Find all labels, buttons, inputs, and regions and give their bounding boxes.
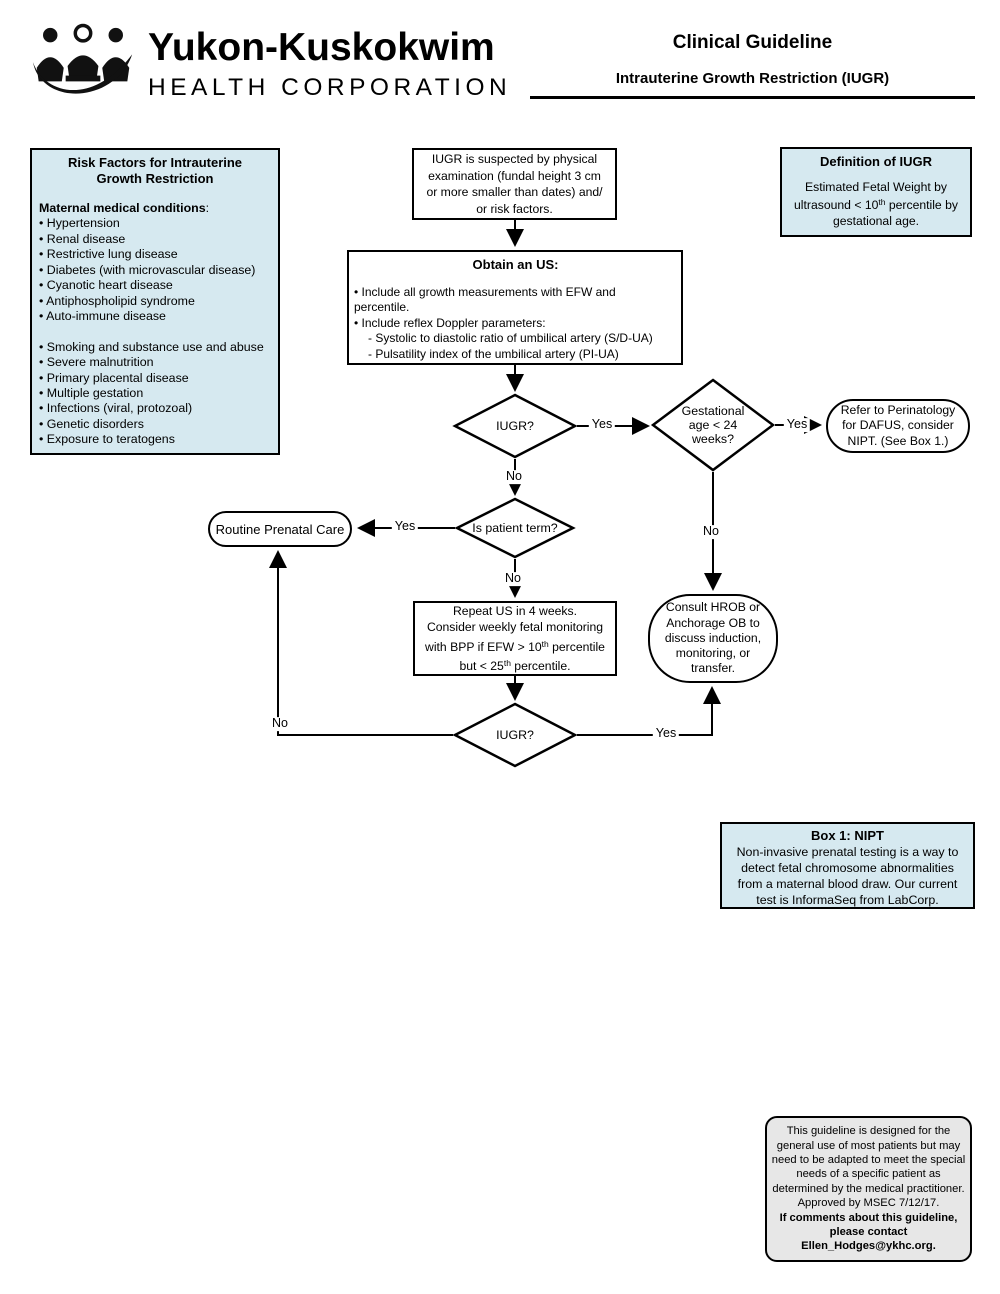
consult-line: transfer. xyxy=(690,661,736,676)
edge-label-iugr2-no: No xyxy=(269,717,291,731)
definition-of-iugr-box xyxy=(780,147,972,237)
org-subname: HEALTH CORPORATION xyxy=(148,74,512,101)
edge-label-iugr1-no: No xyxy=(503,470,525,484)
obtain-sub-bullet: - Pulsatility index of the umbilical artery (PI-UA) xyxy=(368,346,619,361)
nipt-info-box xyxy=(720,822,975,909)
edge-label-iugr1-yes: Yes xyxy=(589,418,615,432)
edge-label-term-yes: Yes xyxy=(392,520,418,534)
obtain-sub-bullet: - Systolic to diastolic ratio of umbilical artery (S/D-UA) xyxy=(368,331,653,345)
refer-line: NIPT. (See Box 1.) xyxy=(847,433,949,448)
disclaimer-line: This guideline is designed for the xyxy=(786,1125,951,1138)
disclaimer-line: determined by the medical practitioner. xyxy=(772,1182,965,1195)
risk-subtitle-colon: : xyxy=(205,201,210,215)
disclaimer-line: needs of a specific patient as xyxy=(796,1168,941,1181)
diamond-gestational-age-label xyxy=(682,404,745,446)
risk-title-line1: Risk Factors for Intrauterine xyxy=(67,155,243,170)
edge-label-gest-no: No xyxy=(700,525,722,539)
definition-line2-sup: th xyxy=(878,197,886,207)
arrow-iugr2-to-consult xyxy=(577,689,712,735)
consult-line: discuss induction, xyxy=(664,630,762,645)
risk-item: • Diabetes (with microvascular disease) xyxy=(39,262,256,277)
nipt-title: Box 1: NIPT xyxy=(811,828,884,843)
disclaimer-contact-email: Ellen_Hodges@ykhc.org. xyxy=(801,1240,936,1253)
gest-line: Gestational xyxy=(681,404,745,418)
repeat-line4-post: percentile. xyxy=(510,659,571,673)
obtain-bullet: • Include all growth measurements with EFW and xyxy=(354,284,616,299)
repeat-line3-post: percentile xyxy=(548,639,605,654)
disclaimer-line: need to be adapted to meet the special xyxy=(771,1153,966,1166)
obtain-bullet: • Include reflex Doppler parameters: xyxy=(354,315,546,330)
repeat-line4-sup: th xyxy=(503,658,511,668)
gest-line: age < 24 xyxy=(688,418,738,432)
definition-title: Definition of IUGR xyxy=(820,154,932,169)
repeat-us-box xyxy=(413,601,617,676)
obtain-us-box xyxy=(347,250,683,365)
obtain-bullet-cont: percentile. xyxy=(354,300,410,314)
consult-line: monitoring, or xyxy=(675,646,751,661)
doc-title: Intrauterine Growth Restriction (IUGR) xyxy=(615,70,890,87)
risk-factors-box xyxy=(30,148,280,455)
diamond-iugr2-label: IUGR? xyxy=(496,728,534,742)
suspect-line: examination (fundal height 3 cm xyxy=(428,168,601,183)
risk-item: • Primary placental disease xyxy=(39,370,189,385)
risk-subtitle xyxy=(39,201,271,216)
consult-line: Consult HROB or xyxy=(665,600,761,615)
risk-item: • Severe malnutrition xyxy=(39,355,154,370)
refer-perinatology-node xyxy=(826,399,970,453)
edge-label-iugr2-yes: Yes xyxy=(653,727,679,741)
nipt-line: detect fetal chromosome abnormalities xyxy=(741,861,954,875)
risk-item: • Cyanotic heart disease xyxy=(39,278,173,293)
diamond-iugr1-label: IUGR? xyxy=(496,419,534,433)
doc-type-heading: Clinical Guideline xyxy=(672,32,833,53)
suspect-line: or risk factors. xyxy=(476,201,553,216)
org-name: Yukon-Kuskokwim xyxy=(148,26,495,69)
gest-line: weeks? xyxy=(691,432,734,446)
definition-line2-pre: ultrasound < 10 xyxy=(794,198,879,212)
risk-item: • Infections (viral, protozoal) xyxy=(39,401,193,416)
nipt-line: Non-invasive prenatal testing is a way to xyxy=(736,845,959,859)
definition-line xyxy=(782,195,970,214)
risk-item: • Antiphospholipid syndrome xyxy=(39,293,195,308)
repeat-line xyxy=(425,636,605,656)
disclaimer-contact-line: please contact xyxy=(829,1226,908,1239)
iugr-suspected-box xyxy=(412,148,617,220)
routine-label: Routine Prenatal Care xyxy=(215,521,345,537)
consult-line: Anchorage OB to xyxy=(666,615,760,630)
disclaimer-contact-line: If comments about this guideline, xyxy=(779,1211,958,1224)
nipt-line: test is InformaSeq from LabCorp. xyxy=(756,893,939,907)
definition-line: Estimated Fetal Weight by xyxy=(804,179,948,194)
edge-label-gest-yes: Yes xyxy=(784,418,810,432)
consult-hrob-node xyxy=(648,594,778,683)
repeat-line3-pre: with BPP if EFW > 10 xyxy=(425,639,542,654)
refer-line: for DAFUS, consider xyxy=(842,418,954,433)
risk-item: • Hypertension xyxy=(39,216,120,231)
disclaimer-line: general use of most patients but may xyxy=(776,1139,961,1152)
risk-item: • Renal disease xyxy=(39,231,126,246)
repeat-line: Consider weekly fetal monitoring xyxy=(426,620,604,634)
disclaimer-box xyxy=(765,1116,972,1262)
risk-item: • Restrictive lung disease xyxy=(39,247,178,262)
definition-line2-post: percentile by xyxy=(885,198,958,212)
edge-label-term-no: No xyxy=(502,572,524,586)
risk-item: • Multiple gestation xyxy=(39,385,144,400)
repeat-line: Repeat US in 4 weeks. xyxy=(453,603,577,618)
risk-item: • Smoking and substance use and abuse xyxy=(39,339,264,354)
risk-subtitle-bold: Maternal medical conditions xyxy=(39,201,206,215)
diamond-patient-term-label: Is patient term? xyxy=(472,521,558,535)
repeat-line xyxy=(459,655,570,675)
suspect-line: IUGR is suspected by physical xyxy=(431,152,598,166)
risk-group-gap xyxy=(39,325,271,340)
definition-line: gestational age. xyxy=(832,213,920,228)
risk-item: • Exposure to teratogens xyxy=(39,432,175,447)
nipt-line: from a maternal blood draw. Our current xyxy=(737,877,958,891)
risk-item: • Auto-immune disease xyxy=(39,309,166,324)
suspect-line: or more smaller than dates) and/ xyxy=(426,185,603,199)
repeat-line4-pre: but < 25 xyxy=(459,659,504,673)
disclaimer-line: Approved by MSEC 7/12/17. xyxy=(797,1197,940,1210)
refer-line: Refer to Perinatology xyxy=(840,402,956,417)
repeat-line3-sup: th xyxy=(541,638,549,649)
routine-prenatal-care-node xyxy=(208,511,352,547)
obtain-title: Obtain an US: xyxy=(472,257,559,272)
risk-item: • Genetic disorders xyxy=(39,416,144,431)
risk-title-line2: Growth Restriction xyxy=(96,171,214,186)
